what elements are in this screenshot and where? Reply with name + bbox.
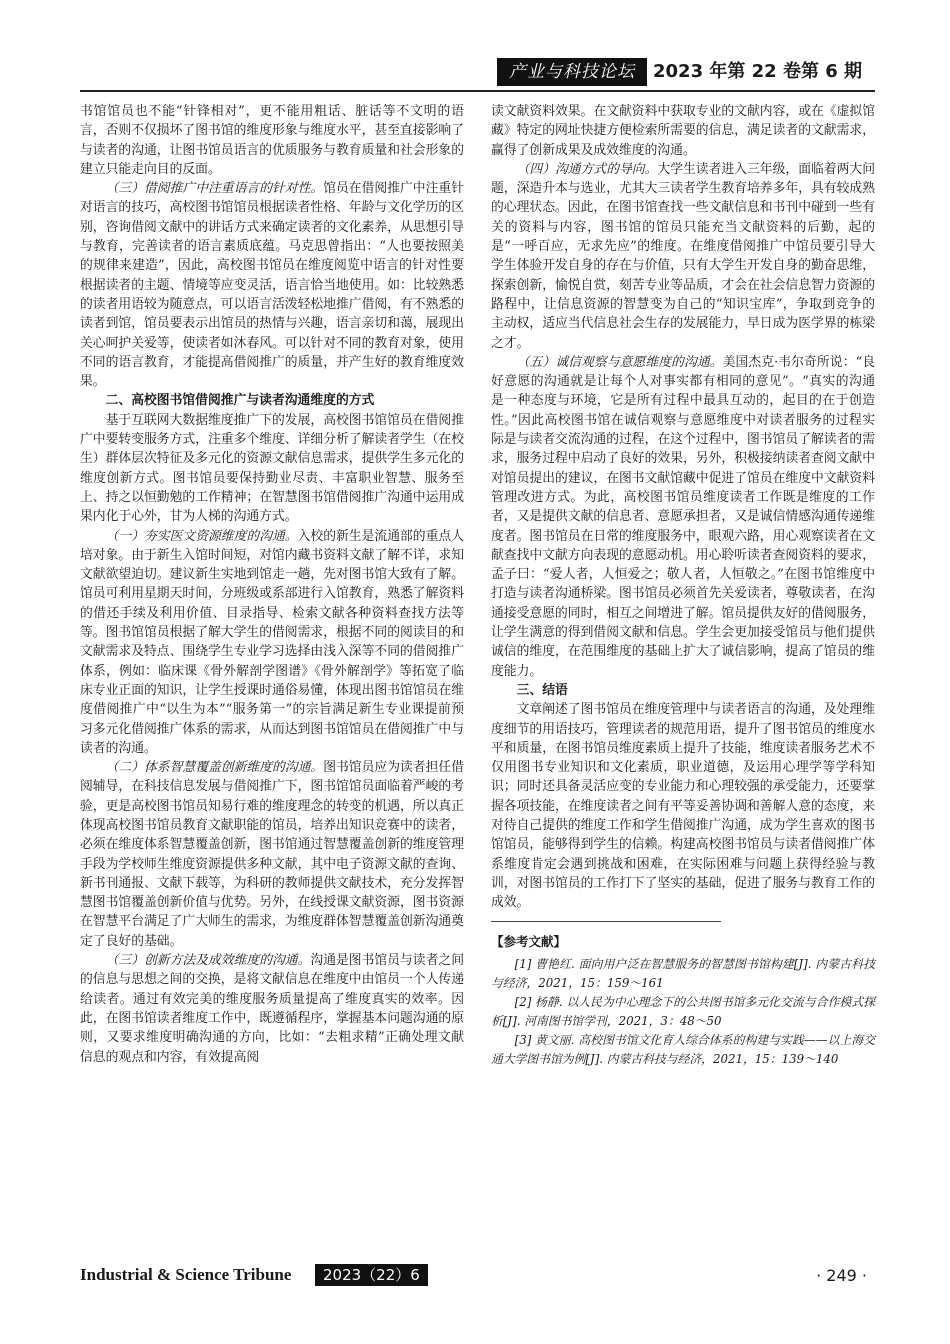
paragraph: 基于互联网大数据维度推广下的发展，高校图书馆馆员在借阅推广中要转变服务方式，注重多个维度、详细分析了解读者学生（在校生）群体层次特征及多元化的资源文献信息需求，提供学生多元化的维度创新方式。图书馆员要保持勤业尽责、丰富职业智慧、服务至上、持之以恒勤勉的工作精神；在智慧图书馆借阅推广沟通中运用成果内化于心外，甘为人梯的沟通方式。	[80, 412, 464, 525]
left-column	[80, 102, 464, 1067]
paragraph	[491, 353, 875, 681]
paragraph: 读文献资料效果。在文献资料中获取专业的文献内容，或在《虚拟馆藏》特定的网址快捷方便检索所需要的信息，满足读者的文献需求，赢得了创新成果及成效维度的沟通。	[491, 104, 875, 158]
subsection-heading: （三）创新方法及成效维度的沟通。	[105, 953, 311, 969]
section-heading: 三、结语	[516, 682, 568, 698]
right-column	[491, 102, 875, 1069]
journal-title-badge: 产业与科技论坛	[497, 58, 647, 86]
paragraph	[491, 160, 875, 353]
subsection-heading: （四）沟通方式的导向。	[516, 161, 658, 177]
references-divider	[491, 921, 721, 922]
paragraph-text: 图书馆员应为读者担任借阅辅导，在科技信息发展与借阅推广下，图书馆馆员面临着严峻的考验，更是高校图书馆员知易行难的维度理念的转变的机遇，所以真正体现高校图书馆员教育文献职能的馆员，培养出知识竞赛中的读者，必须在维度体系智慧覆盖创新，图书馆通过智慧覆盖创新的维度管理手段为学校师生维度资源提供多种文献，其中电子资源文献的查询、新书刊通报、文献下载等，为科研的教师提供文献技术，充分发挥智慧图书馆覆盖创新价值与优势。另外，在线授课文献资源，图书资源在智慧平台满足了广大师生的需求，为维度群体智慧覆盖创新沟通奠定了良好的基础。	[80, 760, 465, 949]
subsection-heading: （三）借阅推广中注重语言的针对性。	[105, 181, 324, 197]
issue-label: 2023 年第 22 卷第 6 期	[653, 61, 863, 82]
paragraph	[80, 179, 464, 391]
page-footer	[80, 1262, 875, 1292]
page-header	[497, 58, 875, 88]
subsection-heading: （一）夯实医文资源维度的沟通。	[105, 528, 298, 544]
paragraph-text: 入校的新生是流通部的重点人培对象。由于新生入馆时间短，对馆内藏书资料文献了解不详，求知文献欲望迫切。建议新生实地到馆走一趟，先对图书馆大致有了解。馆员可利用星期天时间，分班级或系部进行入馆教育，熟悉了解资料的借还手续及利用价值、目录指导、检索文献各种资料查找方法等等。图书馆馆员根据了解大学生的借阅需求，根据不同的阅读目的和文献需求及特点、围绕学生专业学习选择由浅入深等不同的借阅推广体系，例如：临床课《骨外解剖学图谱》《骨外解剖学》等拓宽了临床专业正面的知识，让学生授课时通俗易懂，体现出图书馆馆员在维度借阅推广中“以生为本”“服务第一”的宗旨满足新生专业课提前预习多元化借阅推广体系的需求，从而达到图书馆馆员在借阅推广中与读者的沟通。	[80, 528, 465, 756]
paragraph	[80, 527, 464, 759]
reference-item: [2] 杨静. 以人民为中心理念下的公共图书馆多元化交流与合作模式探析[J]. 河南图书馆学刊，2021，3：48～50	[491, 994, 875, 1028]
references-title: 【参考文献】	[491, 934, 567, 950]
section-heading: 二、高校图书馆借阅推广与读者沟通维度的方式	[105, 393, 375, 409]
paragraph	[80, 951, 464, 1067]
paragraph-text: 沟通是图书馆员与读者之间的信息与思想之间的交换，是将文献信息在维度中由馆员一个人传递给读者。通过有效完美的维度服务质量提高了维度真实的效率。因此，在图书馆读者维度工作中，既遵循程序，掌握基本问题沟通的原则，又要求维度明确沟通的方向，比如：“去粗求精”正确处理文献信息的观点和内容，有效提高阅	[80, 953, 465, 1065]
page-number: · 249 ·	[816, 1266, 867, 1285]
subsection-heading: （二）体系智慧覆盖创新维度的沟通。	[105, 760, 324, 776]
reference-item: [3] 黄文丽. 高校图书馆文化育人综合体系的构建与实践——以上海交通大学图书馆为例[J]. 内蒙古科技与经济，2021，15：139～140	[491, 1032, 875, 1066]
paragraph-text: 馆员在借阅推广中注重针对语言的技巧，高校图书馆馆员根据读者性格、年龄与文化学历的区别，咨询借阅文献中的讲话方式来确定读者的文化素养，从思想引导与教育，完善读者的语言素质底蕴。马克思曾指出：“人也要按照美的规律来建造”，因此，高校图书馆员在维度阅览中语言的针对性要根据读者的主题、情境等应变灵活，语言恰当地使用。如：比较熟悉的读者用语较为随意点，可以语言活泼轻松地推广借阅，有不熟悉的读者到馆，馆员要表示出馆员的热情与兴趣，语言亲切和蔼，展现出关心呵护关爱等，使读者如沐春风。可以针对不同的教育对象，使用不同的语言教育，才能提高借阅推广的质量，并产生好的教育维度效果。	[80, 181, 465, 390]
paragraph	[80, 758, 464, 951]
journal-english-title: Industrial & Science Tribune	[80, 1265, 292, 1284]
footer-issue-badge: 2023（22）6	[315, 1264, 428, 1286]
subsection-heading: （五）诚信观察与意愿维度的沟通。	[516, 354, 723, 370]
paragraph: 书馆馆员也不能“针锋相对”，更不能用粗话、脏话等不文明的语言，否则不仅损坏了图书馆的维度形象与维度水平，甚至直接影响了与读者的沟通，让图书馆员语言的优质服务与教育质量和社会形象的建立只能走向目的反面。	[80, 104, 464, 177]
header-divider	[80, 90, 875, 92]
paragraph-text: 大学生读者进入三年级，面临着两大问题，深造升本与选业，尤其大三读者学生教育培养多年，具有较成熟的心理状态。因此，在图书馆查找一些文献信息和书刊中碰到一些有关的资料与内容，图书馆的馆员只能充当文献资料的后勤，起的是“一呼百应，无求先应”的维度。在维度借阅推广中馆员要引导大学生体验开发自身的存在与价值，只有大学生开发自身的勤奋思维，探索创新，愉悦自赏，刻苦专业等品质，才会在社会信息智力资源的路程中，让信息资源的智慧变为自己的“知识宝库”，争取到竞争的主动权，适应当代信息社会生存的发展能力，早日成为医学界的栋梁之才。	[491, 161, 876, 351]
paragraph-text: 美国杰克·韦尔奇所说：“良好意愿的沟通就是让每个人对事实都有相同的意见”。“真实的沟通是一种态度与环境，它是所有过程中最具互动的，起目的在于创造性。”因此高校图书馆在诚信观察与意愿维度中对读者服务的过程实际是与读者交流沟通的过程，在这个过程中，图书馆员了解读者的需求，服务过程中启动了良好的效果，另外，积极接纳读者查阅文献中对馆员提出的建议，在图书文献馆藏中促进了馆员在维度中文献资料管理改进方式。为此，高校图书馆员维度读者工作既是维度的工作者，又是提供文献的信息者、意愿承担者，又是诚信情感沟通传递维度者。图书馆员在日常的维度服务中，眼观六路，用心观察读者在文献查找中文献方向表现的意愿动机。用心聆听读者查阅资料的要求，孟子曰：“爱人者，人恒爱之；敬人者，人恒敬之。”在图书馆维度中打造与读者沟通桥梁。图书馆员必须首先关爱读者，尊敬读者，在沟通接受意愿的同时，相互之间增进了解。馆员提供友好的借阅服务，让学生满意的得到借阅文献和信息。学生会更加接受馆员与他们提供诚信的维度，在范围维度的基础上扩大了诚信影响，提高了馆员的维度能力。	[491, 354, 875, 679]
paragraph: 文章阐述了图书馆员在维度管理中与读者语言的沟通，及处理维度细节的用语技巧，管理读者的规范用语，提升了图书馆员的维度水平和质量，在图书馆员维度素质上提升了技能，维度读者服务艺术不仅用图书专业知识和文化素质，职业道德，及运用心理学等学科知识；同时还具备灵活应变的专业能力和心理较强的承受能力，还要掌握各项技能，在维度读者之间有平等妥善协调和善解人意的态度，来对待自己提供的维度工作和学生借阅推广沟通，成为学生喜欢的图书馆馆员，能够得到学生的信赖。构建高校图书馆员与读者借阅推广体系维度肯定会遇到挑战和困难，在实际困难与问题上获得经验与教训，对图书馆员的工作打下了坚实的基础，促进了服务与教育工作的成效。	[491, 702, 875, 911]
reference-item: [1] 曹艳红. 面向用户泛在智慧服务的智慧图书馆构建[J]. 内蒙古科技与经济，2021，15：159～161	[491, 956, 875, 990]
